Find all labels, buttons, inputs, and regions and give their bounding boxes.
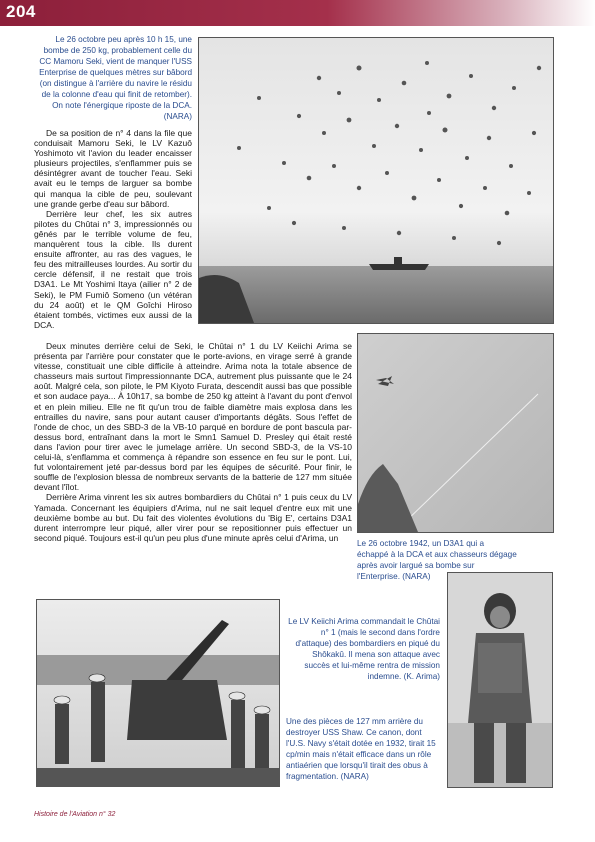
caption-enterprise: Le 26 octobre peu après 10 h 15, une bombe de 250 kg, probablement celle du CC Mamoru Seki, vient de manquer l'USS Enterprise de quelques mètres sur bâbord (on distingue à l'arrière du navire le résidu de la colonne d'eau qui finit de retomber). On note l'énergique riposte de la DCA. (NARA): [39, 35, 192, 121]
photo-arima-portrait: [447, 572, 553, 788]
photo-enterprise-flak: [198, 37, 554, 324]
footer-magazine: Histoire de l'Aviation n° 32: [34, 811, 116, 818]
caption-arima: Le LV Keiichi Arima commandait le Chûtai n° 1 (mais le second dans l'ordre d'attaque) des bombardiers en piqué du Shôkakû. Il mena son attaque avec succès et lui-même rentra de mission indemne. (K. Arima): [288, 617, 440, 681]
photo-d3a1: [357, 333, 554, 533]
photo-gun-crew: [36, 599, 280, 787]
page-number: 204: [6, 2, 36, 21]
paragraph-3: Deux minutes derrière celui de Seki, le Chûtai n° 1 du LV Keiichi Arima se présenta par l'arrière pour constater que le porte-avions, en virage serré à grande vitesse, constituait une cible difficile à atteindre. Arima nota la totale absence de chasseurs mais surtout l'impressionnante DCA, autrement plus puissante que le 24 août. Malgré cela, son pilote, le PM Kiyoto Furata, descendit aussi bas que possible et son audace paya... À 10h17, sa bombe de 250 kg atteint à l'avant du pont d'envol et en plein milieu. Elle ne fit qu'un trou de faible diamètre mais explosa dans les entrailles du navire, sans pour autant causer d'importants dégâts. Sous l'effet de l'onde de choc, un des SBD-3 de la VB-10 parqué en bordure de pont bascula par-dessus bord, entraînant dans la mort le Smn1 Samuel D. Presley qui était resté dans l'avion pour tirer avec le jumelage arrière. Un second SBD-3, de la VS-10 celui-là, s'enflamma et commença à répandre son essence en feu sur le pont. Lui, fut volontairement jeté par-dessus bord par les équipes de sécurité. Pour finir, le souffle de l'explosion blessa de nombreux servants de la batterie de 127 mm située devant l'îlot.: [34, 341, 352, 493]
paragraph-1: De sa position de n° 4 dans la file que conduisait Mamoru Seki, le LV Kazuô Yoshimoto vit l'avion du leader encaisser plusieurs projectiles, s'enflammer puis se désintégrer avant de toucher l'eau. Seki avait eu le temps de larguer sa bombe qui manqua la cible de peu, soulevant une grande gerbe d'eau sur bâbord.: [34, 128, 192, 209]
header-bar: [0, 0, 595, 26]
body-text-wide: [34, 341, 352, 543]
caption-d3a1: Le 26 octobre 1942, un D3A1 qui a échappé à la DCA et aux chasseurs dégage après avoir largué sa bombe sur l'Enterprise. (NARA): [357, 539, 517, 581]
body-text-column: [34, 128, 192, 330]
paragraph-4: Derrière Arima vinrent les six autres bombardiers du Chûtai n° 1 puis ceux du LV Yamada. Concernant les équipiers d'Arima, nul ne sait lequel d'entre eux mit une deuxième bombe au but. Du fait des violentes évolutions du 'Big E', certains D3A1 durent interrompre leur piqué, aller virer pour se repositionner puis effectuer un second piqué. Toujours est-il qu'un peu plus d'une minute après celui d'Arima, un: [34, 492, 352, 543]
paragraph-2: Derrière leur chef, les six autres pilotes du Chûtai n° 3, impressionnés ou gênés par le terrible volume de feu, manquèrent tous la cible. Ils durent ensuite affronter, au ras des vagues, le feu des mitrailleuses lourdes. Au sortir du cercle défensif, il ne restait que trois D3A1. Le Mt Yoshimi Itaya (ailier n° 2 de Seki), le PM Fumiô Someno (un vétéran du 24 août) et le QM Goîchi Hiroso étaient tombés, victimes eux aussi de la DCA.: [34, 208, 192, 330]
caption-shaw: Une des pièces de 127 mm arrière du destroyer USS Shaw. Ce canon, dont l'U.S. Navy s'était dotée en 1932, tirait 15 cp/min mais n'était efficace dans un rôle antiaérien que lorsqu'il tirait des obus à fragmentation. (NARA): [286, 717, 436, 781]
